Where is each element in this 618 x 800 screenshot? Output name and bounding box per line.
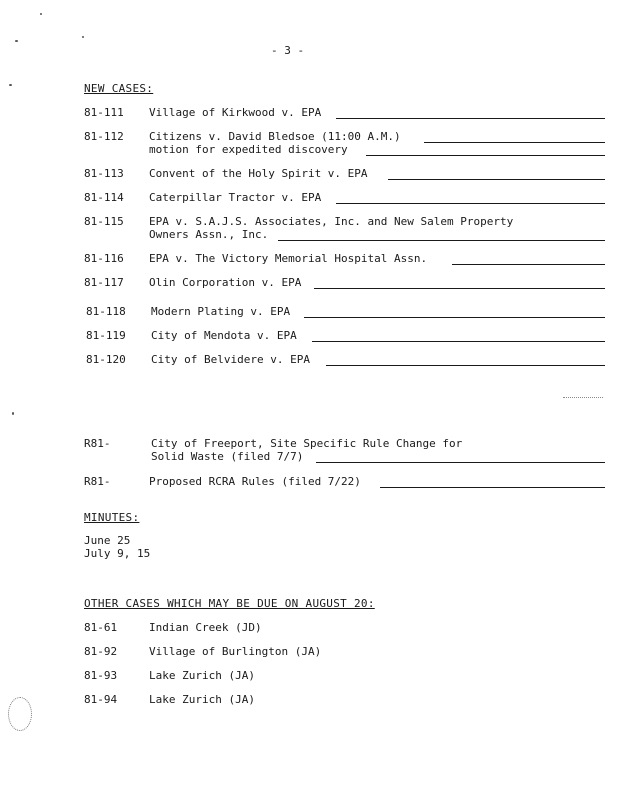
case-number: 81-61 bbox=[84, 621, 118, 634]
case-number: 81-117 bbox=[84, 276, 124, 289]
fill-line bbox=[314, 288, 605, 289]
case-number: 81-116 bbox=[84, 252, 124, 265]
case-number: 81-112 bbox=[84, 130, 124, 143]
minutes-heading: MINUTES: bbox=[84, 511, 140, 524]
fill-line bbox=[388, 179, 605, 180]
case-number: 81-93 bbox=[84, 669, 118, 682]
fill-line bbox=[312, 341, 605, 342]
scan-smudge bbox=[8, 697, 32, 731]
scan-speck bbox=[82, 36, 84, 38]
case-title: Lake Zurich (JA) bbox=[149, 669, 255, 682]
case-number: 81-92 bbox=[84, 645, 118, 658]
scan-speck bbox=[9, 84, 12, 86]
rule-number: R81- bbox=[84, 475, 111, 488]
case-number: 81-94 bbox=[84, 693, 118, 706]
new-cases-heading: NEW CASES: bbox=[84, 82, 154, 95]
minutes-date: July 9, 15 bbox=[84, 547, 151, 560]
minutes-date: June 25 bbox=[84, 534, 131, 547]
case-number: 81-120 bbox=[86, 353, 126, 366]
fill-line bbox=[336, 203, 605, 204]
fill-line bbox=[336, 118, 605, 119]
case-title: Olin Corporation v. EPA bbox=[149, 276, 302, 289]
page-number: - 3 - bbox=[271, 44, 305, 57]
rule-number: R81- bbox=[84, 437, 111, 450]
case-title: City of Belvidere v. EPA bbox=[151, 353, 310, 366]
rule-title: Proposed RCRA Rules (filed 7/22) bbox=[149, 475, 361, 488]
case-number: 81-113 bbox=[84, 167, 124, 180]
case-title: Lake Zurich (JA) bbox=[149, 693, 255, 706]
case-number: 81-114 bbox=[84, 191, 124, 204]
other-cases-heading: OTHER CASES WHICH MAY BE DUE ON AUGUST 20: bbox=[84, 597, 375, 610]
scan-speck bbox=[12, 412, 14, 415]
case-title: Village of Burlington (JA) bbox=[149, 645, 322, 658]
fill-line bbox=[326, 365, 605, 366]
case-number: 81-119 bbox=[86, 329, 126, 342]
fill-line bbox=[278, 240, 605, 241]
case-title-continued: Owners Assn., Inc. bbox=[149, 228, 269, 241]
case-title: Village of Kirkwood v. EPA bbox=[149, 106, 322, 119]
case-title: Indian Creek (JD) bbox=[149, 621, 262, 634]
fill-line bbox=[304, 317, 605, 318]
case-title: EPA v. The Victory Memorial Hospital Assn. bbox=[149, 252, 428, 265]
faint-mark bbox=[563, 397, 603, 398]
case-title-continued: motion for expedited discovery bbox=[149, 143, 348, 156]
rule-title-continued: Solid Waste (filed 7/7) bbox=[151, 450, 304, 463]
fill-line bbox=[424, 142, 605, 143]
fill-line bbox=[316, 462, 605, 463]
case-number: 81-115 bbox=[84, 215, 124, 228]
scan-speck bbox=[15, 40, 18, 42]
fill-line bbox=[366, 155, 605, 156]
case-title: City of Mendota v. EPA bbox=[151, 329, 297, 342]
case-title: Caterpillar Tractor v. EPA bbox=[149, 191, 322, 204]
fill-line bbox=[380, 487, 605, 488]
case-title: Citizens v. David Bledsoe (11:00 A.M.) bbox=[149, 130, 401, 143]
rule-title: City of Freeport, Site Specific Rule Change for bbox=[151, 437, 463, 450]
scan-speck bbox=[40, 13, 42, 15]
case-number: 81-111 bbox=[84, 106, 124, 119]
fill-line bbox=[452, 264, 605, 265]
case-title: Convent of the Holy Spirit v. EPA bbox=[149, 167, 368, 180]
case-title: EPA v. S.A.J.S. Associates, Inc. and New Salem Property bbox=[149, 215, 514, 228]
case-title: Modern Plating v. EPA bbox=[151, 305, 291, 318]
case-number: 81-118 bbox=[86, 305, 126, 318]
